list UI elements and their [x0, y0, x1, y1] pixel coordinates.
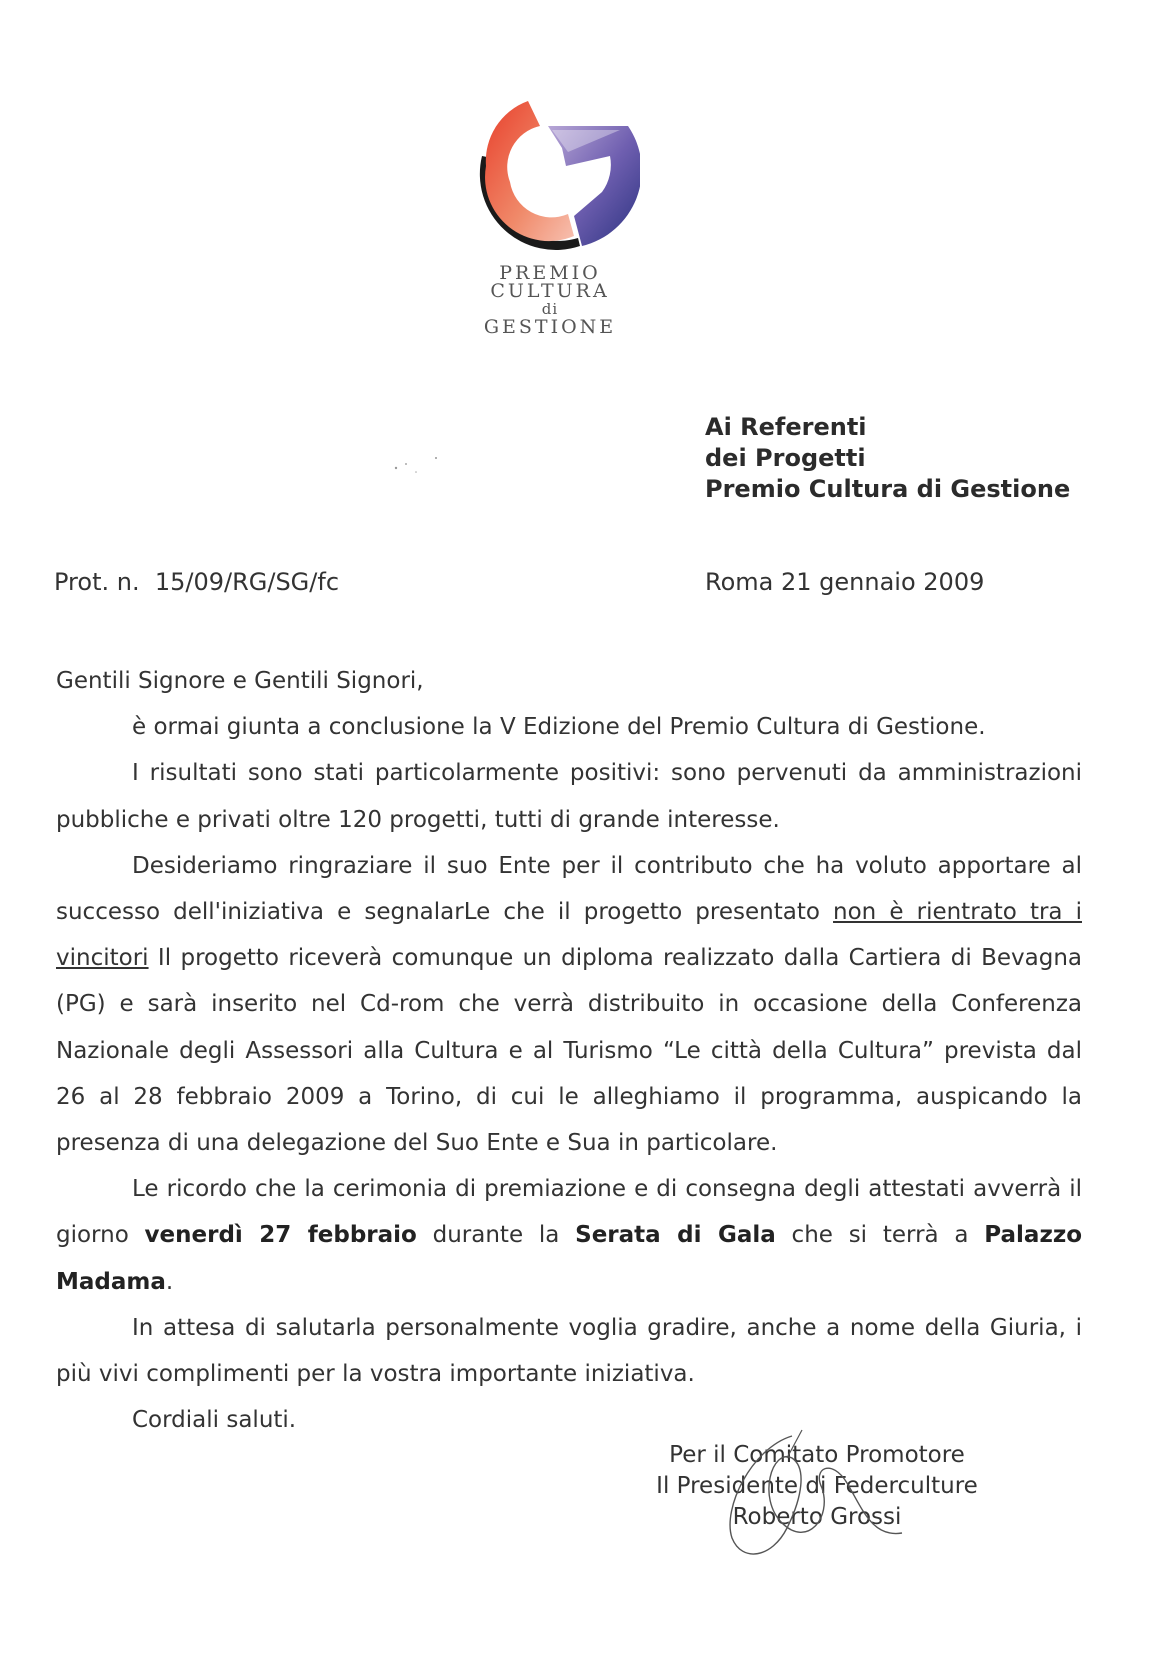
bold-text: Serata di Gala: [575, 1222, 776, 1249]
logo-line: PREMIO: [499, 262, 601, 284]
letter-body: [56, 658, 1082, 1443]
recipient-block: [705, 412, 1070, 505]
paragraph: In attesa di salutarla personalmente voglia gradire, anche a nome della Giuria, i più vivi complimenti per la vostra importante iniziativa.: [56, 1314, 1082, 1388]
text-span: Desideriamo ringraziare il suo Ente per il contributo che ha voluto apportare al successo dell'iniziativa e segnalarLe che il progetto presentato: [56, 852, 1082, 926]
logo-wordmark: [470, 264, 630, 336]
premio-logo: [470, 96, 670, 356]
logo-line: GESTIONE: [483, 316, 617, 338]
text-span: Il progetto riceverà comunque un diploma realizzato dalla Cartiera di Bevagna (PG) e sarà inserito nel Cd-rom che verrà distribuito in occasione della Conferenza Nazionale degli Assessori alla Cultura e al Turismo “Le città della Cultura” prevista dal 26 al 28 febbraio 2009 a Torino, di cui le alleghiamo il programma, auspicando la presenza di una delegazione del Suo Ente e Sua in particolare.: [56, 945, 1082, 1157]
text-span: durante la: [416, 1222, 576, 1249]
logo-line: CULTURA: [490, 280, 610, 302]
logo-line: di: [541, 300, 559, 318]
signature-line: Roberto Grossi: [732, 1504, 902, 1530]
recipient-line: Premio Cultura di Gestione: [705, 475, 1071, 503]
recipient-line: Ai Referenti: [705, 413, 867, 441]
signature-line: Il Presidente di Federculture: [656, 1473, 978, 1499]
bold-text: Palazzo Madama: [56, 1222, 1083, 1295]
paragraph: [56, 1166, 1082, 1305]
logo-mark-icon: [470, 96, 640, 261]
handwritten-signature: [712, 1428, 912, 1568]
salutation: Gentili Signore e Gentili Signori,: [56, 668, 424, 694]
letter-date: Roma 21 gennaio 2009: [705, 568, 985, 596]
recipient-line: dei Progetti: [705, 444, 866, 472]
protocol-number: Prot. n. 15/09/RG/SG/fc: [54, 568, 340, 596]
text-span: che si terrà a: [775, 1222, 985, 1249]
text-span: .: [165, 1268, 174, 1295]
scan-specks: [392, 448, 452, 478]
paragraph: Cordiali saluti.: [132, 1407, 297, 1434]
paragraph: I risultati sono stati particolarmente positivi: sono pervenuti da amministrazioni pubbliche e privati oltre 120 progetti, tutti di grande interesse.: [56, 760, 1082, 833]
paragraph: è ormai giunta a conclusione la V Edizione del Premio Cultura di Gestione.: [132, 714, 986, 741]
underlined-text: non è rientrato tra i vincitori: [56, 899, 1082, 972]
signature-line: Per il Comitato Promotore: [669, 1442, 965, 1468]
text-span: Le ricordo che la cerimonia di premiazione e di consegna degli attestati avverrà il giorno: [56, 1176, 1082, 1249]
bold-text: venerdì 27 febbraio: [144, 1222, 417, 1249]
paragraph: [56, 843, 1082, 1166]
